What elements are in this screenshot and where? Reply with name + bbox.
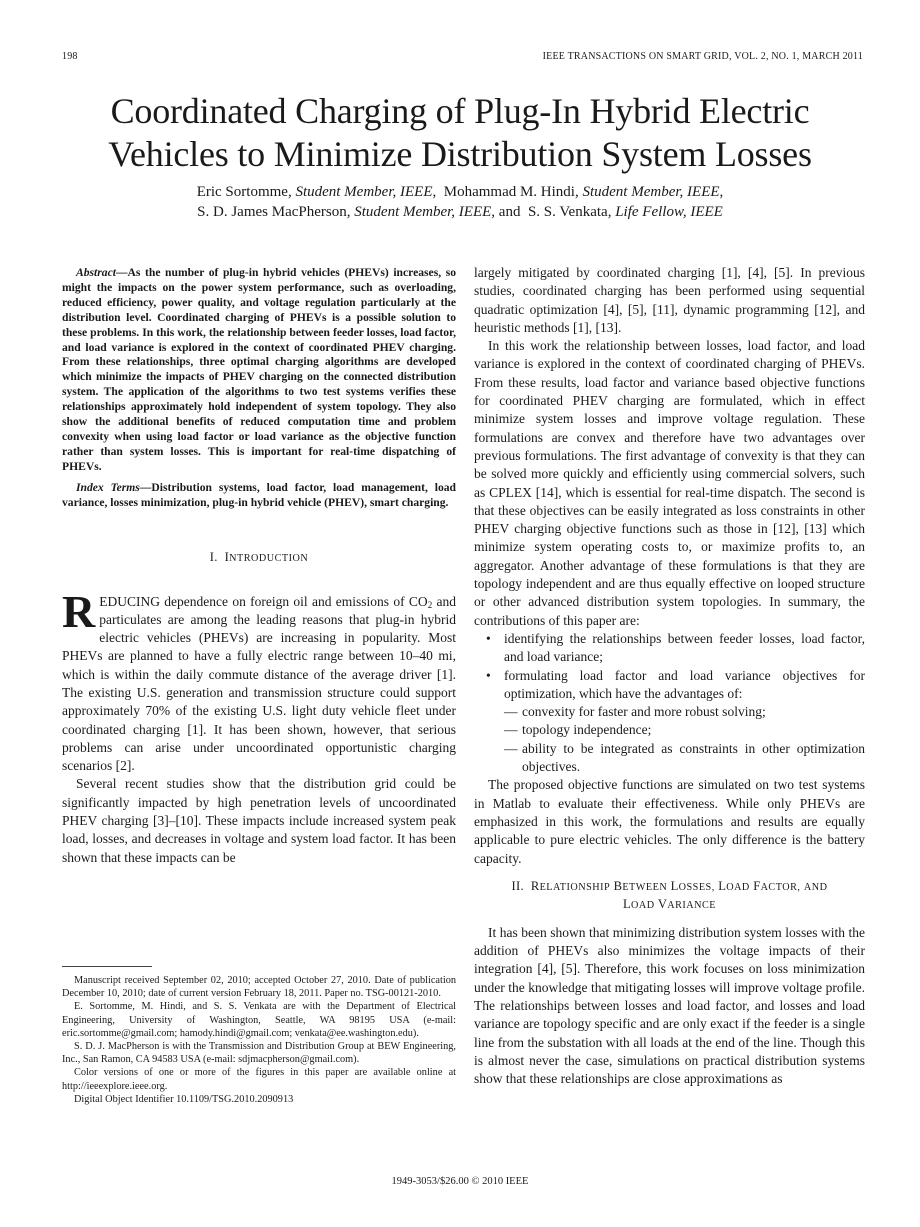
heading-cap: B <box>613 878 623 893</box>
heading-cap: F <box>753 878 761 893</box>
right-paragraph-1: largely mitigated by coordinated charging [1], [4], [5]. In previous studies, coordinated charging has been performed using sequential quadratic optimization [4], [5], [11], dynamic programming [12], and heuristic methods [1], [13]. <box>474 265 865 335</box>
right-column <box>474 264 865 1088</box>
heading-rest: ACTOR, <box>760 881 801 893</box>
footnotes <box>62 974 456 1106</box>
author-line-2: S. D. James MacPherson, Student Member, IEEE, and S. S. Venkata, Life Fellow, IEEE <box>197 204 723 220</box>
intro-paragraph-2: Several recent studies show that the distribution grid could be significantly impacted by high penetration levels of uncoordinated PHEV charging [3]–[10]. These impacts include increased system peak load, losses, and decreases in voltage and system load factor. It has been shown that these impacts can be <box>62 776 456 865</box>
list-item-text: topology independence; <box>522 722 652 738</box>
co2-subscript: 2 <box>427 599 433 610</box>
list-item-text: convexity for faster and more robust solving; <box>522 704 766 720</box>
heading-rest: OAD <box>631 899 655 911</box>
author-name: S. D. James MacPherson <box>197 204 347 220</box>
abstract <box>62 266 456 475</box>
author-list <box>40 182 880 222</box>
copyright-footer: 1949-3053/$26.00 © 2010 IEEE <box>391 1176 529 1187</box>
heading-rest: ELATIONSHIP <box>539 881 611 893</box>
author-role: , Life Fellow, IEEE <box>607 204 723 220</box>
section2-paragraph-1: It has been shown that minimizing distribution system losses with the addition of PHEVs also minimizes the voltage impacts of their integration [4], [5]. Therefore, this work focuses on loss minimization under the knowledge that mitigating losses will improve voltage profile. The relationships between losses and load factor, and losses and load variance are topology specific and are only exact if the feeder is a single line from the substation with all loads at the end of the line. Though this is almost never the case, simulations on practical distribution systems show that these relationships are close approximations as <box>474 924 865 1087</box>
author-name: Eric Sortomme <box>196 184 288 200</box>
author-role: , Student Member, IEEE <box>287 184 433 200</box>
author-name: S. S. Venkata <box>527 204 608 220</box>
section-numeral: I. <box>209 549 218 564</box>
index-terms <box>62 481 456 511</box>
heading-cap: R <box>530 878 540 893</box>
journal-header: IEEE TRANSACTIONS ON SMART GRID, VOL. 2, NO. 1, MARCH 2011 <box>542 51 863 62</box>
footnote-color: Color versions of one or more of the figures in this paper are available online at http://ieeexplore.ieee.org. <box>62 1067 456 1092</box>
heading-cap: V <box>657 896 668 911</box>
author-line-1: Eric Sortomme, Student Member, IEEE, Mohammad M. Hindi, Student Member, IEEE, <box>196 184 724 200</box>
paper-title <box>40 90 880 176</box>
author-conjunction: and <box>498 204 521 220</box>
heading-rest: ARIANCE <box>667 899 716 911</box>
abstract-label: Abstract— <box>76 266 128 279</box>
list-item <box>504 721 865 739</box>
title-line-1: Coordinated Charging of Plug-In Hybrid Electric <box>110 91 810 131</box>
footnote-affiliation-1: E. Sortomme, M. Hindi, and S. S. Venkata are with the Department of Electrical Engineering, University of Washington, Seattle, WA 98195 USA (e-mail: eric.sortomme@gmail.com; hamody.hindi@gmail.com; venkata@ee.washington.edu). <box>62 1001 456 1039</box>
section-title-cap: I <box>224 549 230 564</box>
heading-rest: ETWEEN <box>622 881 668 893</box>
list-item-text: formulating load factor and load variance objectives for optimization, which have the advantages of: <box>504 667 865 701</box>
heading-rest: OSSES, <box>678 881 715 893</box>
footnote-rule <box>62 966 152 967</box>
section-numeral: II. <box>511 878 524 893</box>
list-item-text: ability to be integrated as constraints in other optimization objectives. <box>522 740 865 775</box>
list-item <box>504 740 865 777</box>
footnote-doi: Digital Object Identifier 10.1109/TSG.2010.2090913 <box>74 1093 294 1105</box>
list-item-text: identifying the relationships between feeder losses, load factor, and load variance; <box>504 630 865 665</box>
right-paragraph-3: The proposed objective functions are simulated on two test systems in Matlab to evaluate their effectiveness. While only PHEVs are emphasized in this work, the formulations and results are equally applicable to pure electric vehicles. The only difference is the battery capacity. <box>474 777 865 866</box>
footnote-manuscript: Manuscript received September 02, 2010; accepted October 27, 2010. Date of publication December 10, 2010; date of current version February 18, 2011. Paper no. TSG-00121-2010. <box>62 975 456 1000</box>
author-name: Mohammad M. Hindi <box>443 184 575 200</box>
list-item <box>474 667 865 704</box>
dash-glyph: — <box>504 704 518 720</box>
drop-cap: R <box>62 585 96 637</box>
advantages-list <box>474 703 865 776</box>
title-line-2: Vehicles to Minimize Distribution System Losses <box>108 134 812 174</box>
footnote-affiliation-2: S. D. J. MacPherson is with the Transmission and Distribution Group at BEW Engineering, Inc., San Ramon, CA 94583 USA (e-mail: sdjmacpherson@gmail.com). <box>62 1041 456 1066</box>
heading-cap: L <box>670 878 679 893</box>
author-role: , Student Member, IEEE <box>346 204 492 220</box>
bullet-glyph: • <box>486 630 491 646</box>
contributions-list <box>474 630 865 703</box>
dash-glyph: — <box>504 722 518 738</box>
heading-cap: L <box>718 878 727 893</box>
page-number: 198 <box>62 51 78 62</box>
list-item <box>504 703 865 721</box>
section-heading-relationship <box>474 878 865 914</box>
heading-rest: AND <box>803 881 828 893</box>
heading-cap: L <box>623 896 631 911</box>
list-item <box>474 630 865 667</box>
left-column <box>62 266 456 867</box>
section-title-rest: NTRODUCTION <box>229 552 309 564</box>
intro-p1-rest: and particulates are among the leading reasons that plug-in hybrid electric vehicles (PHEVs) are increasing in popularity. Most PHEVs are planned to have a fully electric range between 10–40 mi, which is within the daily commute distance of the average driver [1]. The existing U.S. generation and transmission structure could support approximately 70% of the existing U.S. light duty vehicle fleet under coordinated charging [1]. It has been shown, however, that serious problems can arise under uncoordinated opportunistic charging scenarios [2]. <box>62 593 456 774</box>
bullet-glyph: • <box>486 667 491 683</box>
heading-rest: OAD <box>726 881 750 893</box>
index-terms-text: Distribution systems, load factor, load management, load variance, losses minimization, plug-in hybrid vehicle (PHEV), smart charging. <box>62 480 456 509</box>
section-heading-introduction <box>62 549 456 567</box>
intro-p1-start: EDUCING dependence on foreign oil and emissions of CO <box>99 593 428 609</box>
intro-paragraph-1 <box>62 585 456 776</box>
dash-glyph: — <box>504 740 518 756</box>
abstract-text: As the number of plug-in hybrid vehicles (PHEVs) increases, so might the impacts on the power system performance, such as overloading, reduced efficiency, power quality, and voltage regulation particularly at the distribution level. Coordinated charging of PHEVs is a possible solution to these problems. In this work, the relationship between feeder losses, load factor, and load variance is explored in the context of coordinated PHEV charging. From these relationships, three optimal charging algorithms are developed which minimize the impacts of PHEV charging on the connected distribution system. The application of the algorithms to two test systems verifies these relationships approximately hold independent of system topology. They also show the additional benefits of reduced computation time and problem convexity when using load factor or load variance as the objective function rather than system losses. This is important for real-time dispatching of PHEVs. <box>62 266 456 473</box>
author-role: , Student Member, IEEE <box>574 184 720 200</box>
index-terms-label: Index Terms— <box>76 480 152 494</box>
right-paragraph-2: In this work the relationship between losses, load factor, and load variance is explored in the context of coordinated charging of PHEVs. From these results, load factor and variance based objective functions for coordinated PHEV charging are formulated, which in effect minimize system losses and improve voltage regulation. These formulations are convex and therefore have two advantages over previous formulations. The first advantage of convexity is that they can be solved more quickly and efficiently using commercial solvers, such as CPLEX [14], which is essential for real-time dispatch. The second is that these objectives can be easily integrated as loss constraints in other PHEV charging objective functions such as those in [12], [13] which minimize system operating costs to, or maximize profits to, an aggregator. Another advantage of these formulations is that they are topology independent and are thus equally effective on looped structure or other advanced distribution system topologies. In summary, the contributions of this paper are: <box>474 338 865 628</box>
